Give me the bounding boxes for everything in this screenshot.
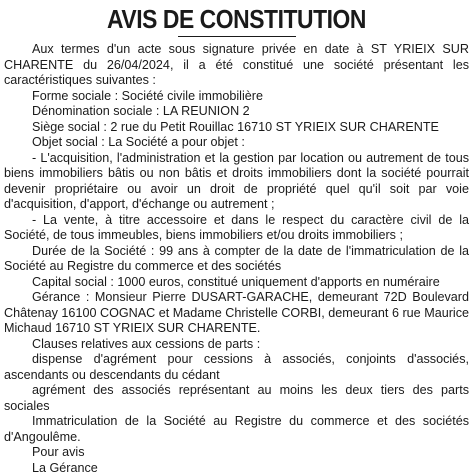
legal-notice	[4, 4, 469, 476]
closing-pour-avis: Pour avis	[4, 445, 469, 461]
notice-title: AVIS DE CONSTITUTION	[32, 4, 441, 34]
corporate-purpose-heading: Objet social : La Société a pour objet :	[4, 135, 469, 151]
company-duration: Durée de la Société : 99 ans à compter de la date de l'immatriculation de la Société au Registre du commerce et des sociétés	[4, 244, 469, 275]
legal-form: Forme sociale : Société civile immobilière	[4, 89, 469, 105]
intro-paragraph: Aux termes d'un acte sous signature privée en date à ST YRIEIX SUR CHARENTE du 26/04/2024, il a été constitué une société présentant les caractéristiques suivantes :	[4, 42, 469, 89]
share-capital: Capital social : 1000 euros, constitué uniquement d'apports en numéraire	[4, 275, 469, 291]
registration: Immatriculation de la Société au Registre du commerce et des sociétés d'Angoulême.	[4, 414, 469, 445]
corporate-purpose-item-1: - L'acquisition, l'administration et la gestion par location ou autrement de tous biens immobiliers bâtis ou non bâtis et droits immobiliers dont la société pourrait devenir propriétaire ou avoir un droit de propriété quel qu'il soit par voie d'acquisition, d'apport, d'échange ou autrement ;	[4, 151, 469, 213]
company-name: Dénomination sociale : LA REUNION 2	[4, 104, 469, 120]
corporate-purpose-item-2: - La vente, à titre accessoire et dans le respect du caractère civil de la Société, de tous immeubles, biens immobiliers et/ou droits immobiliers ;	[4, 213, 469, 244]
notice-body	[4, 42, 469, 476]
share-transfer-heading: Clauses relatives aux cessions de parts :	[4, 337, 469, 353]
title-underline	[178, 36, 296, 37]
closing-signature: La Gérance	[4, 461, 469, 476]
share-transfer-clause-2: agrément des associés représentant au moins les deux tiers des parts sociales	[4, 383, 469, 414]
share-transfer-clause-1: dispense d'agrément pour cessions à associés, conjoints d'associés, ascendants ou descendants du cédant	[4, 352, 469, 383]
registered-office: Siège social : 2 rue du Petit Rouillac 16710 ST YRIEIX SUR CHARENTE	[4, 120, 469, 136]
management: Gérance : Monsieur Pierre DUSART-GARACHE, demeurant 72D Boulevard Châtenay 16100 COGNAC et Madame Christelle CORBI, demeurant 6 rue Maurice Michaud 16710 ST YRIEIX SUR CHARENTE.	[4, 290, 469, 337]
